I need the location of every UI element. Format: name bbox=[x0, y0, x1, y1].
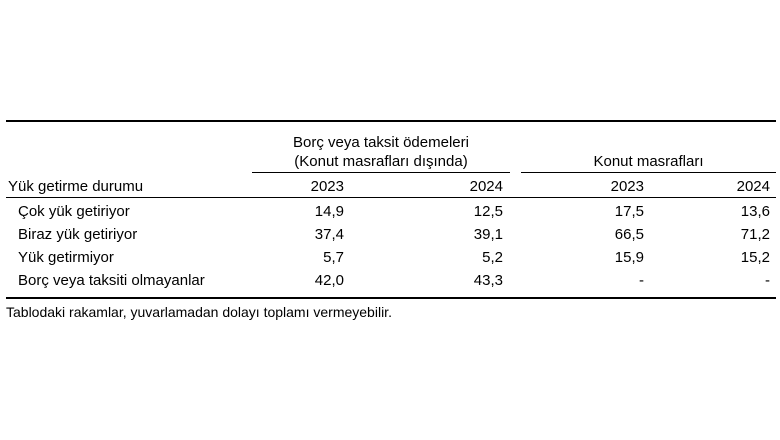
table-row bbox=[6, 270, 776, 291]
table-cell: 43,3 bbox=[473, 272, 503, 289]
group-header-housing: Konut masrafları bbox=[593, 153, 704, 170]
year-header: 2023 bbox=[310, 178, 344, 195]
row-label: Çok yük getiriyor bbox=[18, 203, 130, 220]
row-label: Biraz yük getiriyor bbox=[18, 226, 138, 243]
group-underline-housing bbox=[521, 172, 776, 173]
table-cell: 42,0 bbox=[314, 272, 344, 289]
table-cell: 5,7 bbox=[323, 249, 344, 266]
table-cell: 71,2 bbox=[740, 226, 770, 243]
table-cell: 15,9 bbox=[614, 249, 644, 266]
row-label: Borç veya taksiti olmayanlar bbox=[18, 272, 205, 289]
header-rule bbox=[6, 197, 776, 198]
table-row bbox=[6, 201, 776, 222]
row-label: Yük getirmiyor bbox=[18, 249, 114, 266]
table-top-rule bbox=[6, 120, 776, 122]
table-cell: - bbox=[639, 272, 644, 289]
table-row bbox=[6, 224, 776, 245]
table-cell: 14,9 bbox=[314, 203, 344, 220]
table-cell: 17,5 bbox=[614, 203, 644, 220]
year-header: 2024 bbox=[469, 178, 503, 195]
table-cell: 15,2 bbox=[740, 249, 770, 266]
table-cell: 37,4 bbox=[314, 226, 344, 243]
table-cell: 39,1 bbox=[473, 226, 503, 243]
group-underline-debt bbox=[252, 172, 510, 173]
table-bottom-rule bbox=[6, 297, 776, 299]
group-header-debt-line2: (Konut masrafları dışında) bbox=[294, 153, 468, 170]
year-header: 2024 bbox=[736, 178, 770, 195]
table-cell: 12,5 bbox=[473, 203, 503, 220]
table-cell: 5,2 bbox=[482, 249, 503, 266]
group-header-debt-line1: Borç veya taksit ödemeleri bbox=[293, 134, 469, 151]
stub-header: Yük getirme durumu bbox=[8, 178, 144, 195]
table-cell: 66,5 bbox=[614, 226, 644, 243]
year-header: 2023 bbox=[610, 178, 644, 195]
table-cell: - bbox=[765, 272, 770, 289]
table-cell: 13,6 bbox=[740, 203, 770, 220]
footnote: Tablodaki rakamlar, yuvarlamadan dolayı toplamı vermeyebilir. bbox=[6, 304, 392, 320]
table-row bbox=[6, 247, 776, 268]
